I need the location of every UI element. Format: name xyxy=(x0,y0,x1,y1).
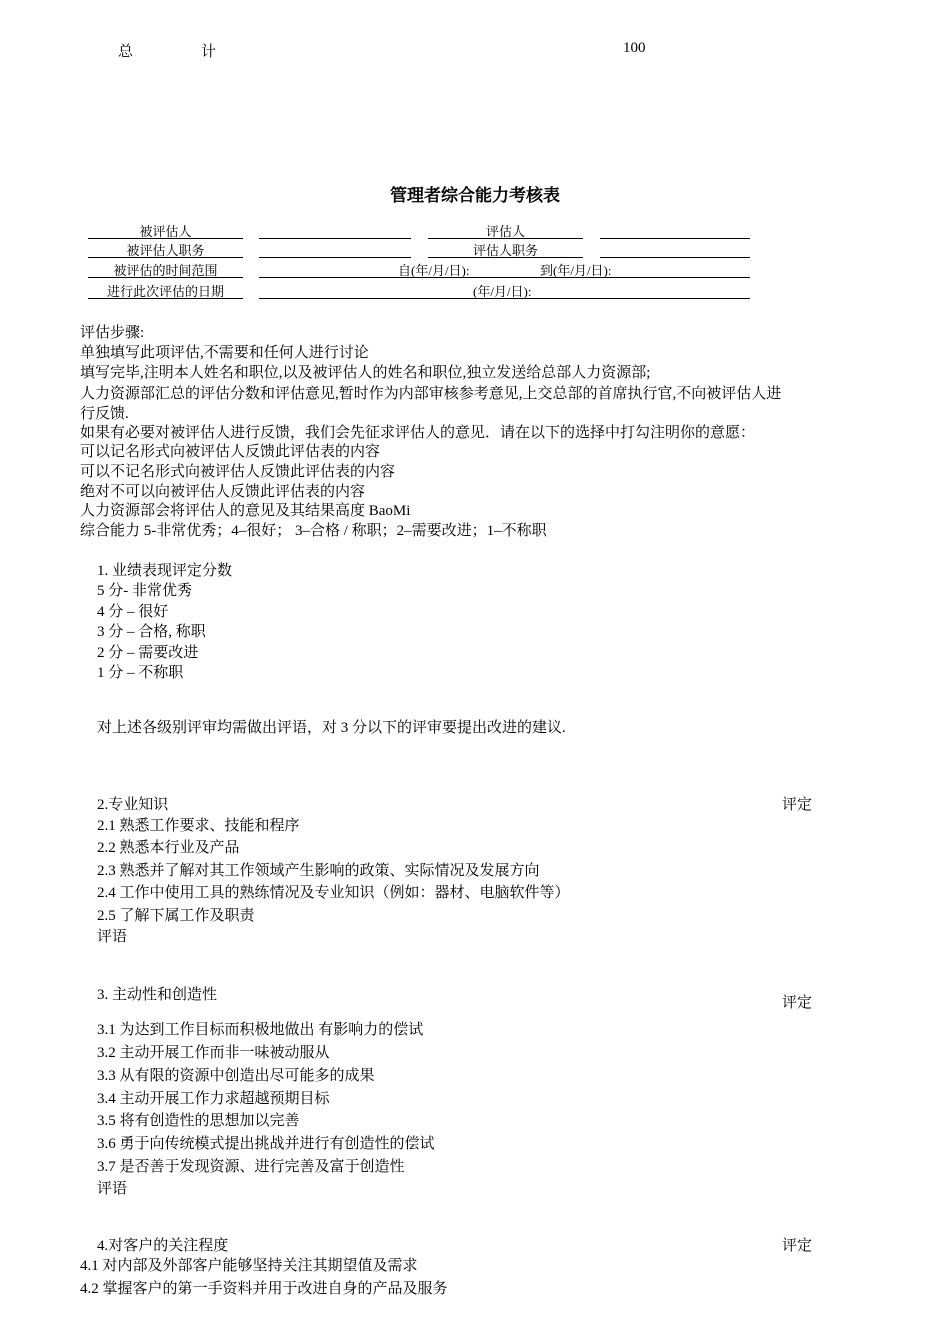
assessee-position-label: 被评估人职务 xyxy=(126,243,205,258)
assessor-position-field[interactable] xyxy=(600,257,750,258)
step-option[interactable]: 可以记名形式向被评估人反馈此评估表的内容 xyxy=(80,444,381,460)
total-label-a: 总 xyxy=(118,44,134,60)
section3-item: 3.3 从有限的资源中创造出尽可能多的成果 xyxy=(97,1068,375,1084)
section3-item: 3.1 为达到工作目标而积极地做出 有影响力的偿试 xyxy=(97,1022,424,1038)
assessor-line xyxy=(428,238,583,239)
section3-comment[interactable]: 评语 xyxy=(97,1181,128,1197)
assessor-label: 评估人 xyxy=(485,224,525,239)
section2-heading: 2.专业知识 xyxy=(97,797,169,813)
section3-item: 3.6 勇于向传统模式提出挑战并进行有创造性的偿试 xyxy=(97,1136,435,1152)
section4-rating[interactable]: 评定 xyxy=(782,1238,813,1254)
section2-item: 2.4 工作中使用工具的熟练情况及专业知识（例如：器材、电脑软件等） xyxy=(97,885,570,901)
section3-item: 3.4 主动开展工作力求超越预期目标 xyxy=(97,1091,330,1107)
score-item: 2 分 – 需要改进 xyxy=(97,645,199,661)
eval-date-field[interactable] xyxy=(259,298,750,299)
step-option[interactable]: 绝对不可以向被评估人反馈此评估表的内容 xyxy=(80,484,366,500)
assessee-label: 被评估人 xyxy=(139,224,192,239)
period-from: 自(年/月/日): xyxy=(398,263,470,278)
step-line: 如果有必要对被评估人进行反馈，我们会先征求评估人的意见．请在以下的选择中打勾注明你的意愿： xyxy=(80,425,756,441)
eval-date-line xyxy=(88,298,243,299)
section3-item: 3.2 主动开展工作而非一味被动服从 xyxy=(97,1045,330,1061)
section2-item: 2.2 熟悉本行业及产品 xyxy=(97,840,240,856)
scores-heading: 1. 业绩表现评定分数 xyxy=(97,563,233,579)
eval-date-label: 进行此次评估的日期 xyxy=(106,284,224,299)
score-item: 5 分- 非常优秀 xyxy=(97,583,192,599)
step-line: 人力资源部汇总的评估分数和评估意见,暂时作为内部审核参考意见,上交总部的首席执行官,不向被评估人进 xyxy=(80,386,782,402)
assessee-field[interactable] xyxy=(259,238,411,239)
section2-item: 2.3 熟悉并了解对其工作领域产生影响的政策、实际情况及发展方向 xyxy=(97,863,540,879)
section3-rating[interactable]: 评定 xyxy=(782,995,813,1011)
eval-date-value: (年/月/日): xyxy=(473,284,532,299)
section4-heading: 4.对客户的关注程度 xyxy=(97,1238,229,1254)
section3-item: 3.5 将有创造性的思想加以完善 xyxy=(97,1113,300,1129)
period-line xyxy=(88,277,243,278)
assessee-position-line xyxy=(88,257,243,258)
note: 对上述各级别评审均需做出评语，对 3 分以下的评审要提出改进的建议. xyxy=(97,720,566,736)
step-line: 综合能力 5-非常优秀；4–很好； 3–合格 / 称职；2–需要改进；1–不称职 xyxy=(80,523,547,539)
total-value: 100 xyxy=(623,40,646,56)
step-line: 填写完毕,注明本人姓名和职位,以及被评估人的姓名和职位,独立发送给总部人力资源部; xyxy=(80,365,651,381)
assessee-line xyxy=(88,238,243,239)
section2-item: 2.1 熟悉工作要求、技能和程序 xyxy=(97,818,300,834)
score-item: 1 分 – 不称职 xyxy=(97,665,184,681)
assessor-field[interactable] xyxy=(600,238,750,239)
step-line: 人力资源部会将评估人的意见及其结果高度 BaoMi xyxy=(80,503,411,519)
section4-item: 4.1 对内部及外部客户能够坚持关注其期望值及需求 xyxy=(80,1258,418,1274)
section2-comment[interactable]: 评语 xyxy=(97,929,128,945)
period-label: 被评估的时间范围 xyxy=(113,263,218,278)
period-to: 到(年/月/日): xyxy=(540,263,612,278)
step-line: 单独填写此项评估,不需要和任何人进行讨论 xyxy=(80,345,369,361)
period-field[interactable] xyxy=(259,277,750,278)
total-label-b: 计 xyxy=(201,44,217,60)
section4-item: 4.2 掌握客户的第一手资料并用于改进自身的产品及服务 xyxy=(80,1281,448,1297)
page-title: 管理者综合能力考核表 xyxy=(390,186,560,205)
score-item: 3 分 – 合格, 称职 xyxy=(97,624,206,640)
section3-heading: 3. 主动性和创造性 xyxy=(97,987,218,1003)
assessor-position-label: 评估人职务 xyxy=(472,243,538,258)
step-line: 行反馈. xyxy=(80,406,129,422)
section3-item: 3.7 是否善于发现资源、进行完善及富于创造性 xyxy=(97,1159,405,1175)
steps-heading: 评估步骤: xyxy=(80,325,145,341)
score-item: 4 分 – 很好 xyxy=(97,604,169,620)
step-option[interactable]: 可以不记名形式向被评估人反馈此评估表的内容 xyxy=(80,464,396,480)
assessee-position-field[interactable] xyxy=(259,257,411,258)
assessor-position-line xyxy=(428,257,583,258)
section2-item: 2.5 了解下属工作及职责 xyxy=(97,908,255,924)
section2-rating[interactable]: 评定 xyxy=(782,797,813,813)
